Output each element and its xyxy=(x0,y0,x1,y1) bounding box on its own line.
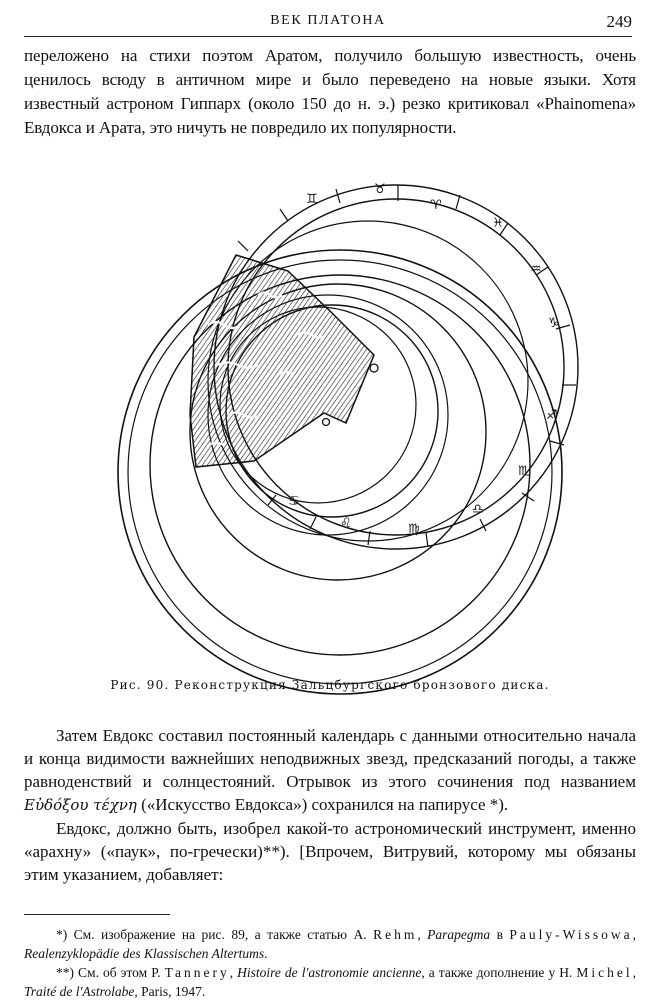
svg-text:♌: ♌ xyxy=(340,516,352,531)
footnote-1-title: Parapegma xyxy=(427,927,491,942)
footnote-1-text: *) См. изображение на рис. 89, а также статью А. xyxy=(56,927,374,942)
body-paragraph-1-text: Затем Евдокс составил постоянный календарь с данными относительно начала и конца видимости важнейших неподвижных звезд, предсказаний погоды, а также равноденствий и солнцестояний. Отрывок из этого сочинения под названием xyxy=(24,726,636,791)
running-head xyxy=(24,12,632,37)
svg-text:♋: ♋ xyxy=(288,494,300,509)
footnote-2-author: Tannery xyxy=(164,965,230,980)
footnote-2-sep2: , xyxy=(632,965,637,980)
footnote-2-end: , Paris, 1947. xyxy=(134,984,206,999)
figure-caption: Рис. 90. Реконструкция Зальцбургского бронзового диска. xyxy=(110,678,550,692)
footnote-1-source: Pauly-Wissowa xyxy=(509,927,633,942)
footnote-2-text-2: , а также дополнение у H. xyxy=(421,965,577,980)
footnote-1-author: Rehm xyxy=(373,927,418,942)
footnote-1-sep: , xyxy=(417,927,428,942)
footnotes xyxy=(24,925,636,1001)
body-text xyxy=(24,724,636,886)
svg-text:♍: ♍ xyxy=(408,522,420,537)
page-number: 249 xyxy=(606,12,632,31)
salzburg-disk-illustration xyxy=(78,175,598,665)
footnote-1-in: в xyxy=(490,927,510,942)
greek-title: Εὐδόξου τέχνη xyxy=(24,796,137,814)
top-paragraph: переложено на стихи поэтом Аратом, получило большую известность, очень ценилось всюду в античном мире и было переведено на новые языки. Хотя известный астроном Гиппарх (около 150 до н. э.) резко критиковал «Phainomena» Евдокса и Арата, это ничуть не повредило их популярности. xyxy=(24,46,636,137)
footnote-1-sep2: , xyxy=(632,927,636,942)
svg-text:♐: ♐ xyxy=(546,408,558,423)
footnote-2-sep: , xyxy=(229,965,238,980)
svg-text:♑: ♑ xyxy=(548,316,560,331)
svg-text:♓: ♓ xyxy=(492,216,504,231)
body-paragraph-1-text-end: («Искусство Евдокса») сохранился на папирусе *). xyxy=(136,795,509,814)
svg-text:♏: ♏ xyxy=(518,464,530,479)
footnote-2-author-2: Michel xyxy=(576,965,633,980)
figure-salzburg-disk xyxy=(78,175,598,665)
svg-text:♒: ♒ xyxy=(530,262,542,277)
running-title: ВЕК ПЛАТОНА xyxy=(270,13,386,28)
footnote-2-title-2: Traité de l'Astrolabe xyxy=(24,984,135,999)
footnote-2-text: **) См. об этом P. xyxy=(56,965,165,980)
footnote-1 xyxy=(24,925,636,963)
footnote-rule xyxy=(24,914,170,915)
body-paragraph-1 xyxy=(24,724,636,817)
body-paragraph-2: Евдокс, должно быть, изобрел какой-то астрономический инструмент, именно «арахну» («паук», по-гречески)**). [Впрочем, Витрувий, которому мы обязаны этим указанием, добавляет: xyxy=(24,819,636,884)
footnote-2 xyxy=(24,963,636,1001)
footnote-2-title: Histoire de l'astronomie ancienne xyxy=(237,965,422,980)
footnote-1-work: Realenzyklopädie des Klassischen Altertums xyxy=(24,946,265,961)
svg-text:♈: ♈ xyxy=(430,198,442,213)
footnote-1-end: . xyxy=(264,946,268,961)
svg-text:♎: ♎ xyxy=(472,502,484,517)
svg-text:♉: ♉ xyxy=(374,182,386,197)
svg-text:♊: ♊ xyxy=(306,192,318,207)
